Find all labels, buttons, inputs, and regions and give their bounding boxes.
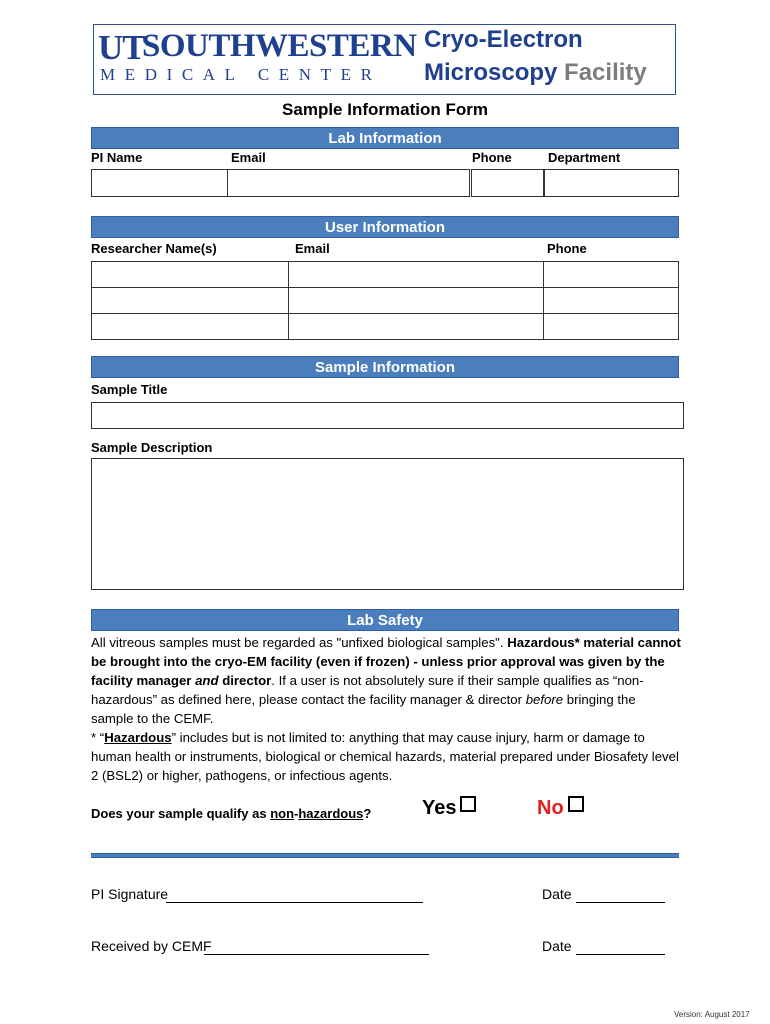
department-label: Department bbox=[548, 150, 621, 165]
lab-email-label: Email bbox=[231, 150, 266, 165]
received-by-label: Received by CEMF bbox=[91, 938, 212, 954]
question-text-b: non bbox=[270, 806, 295, 821]
date-field-2[interactable] bbox=[576, 954, 665, 955]
user-phone-label: Phone bbox=[547, 241, 587, 256]
lab-email-field[interactable] bbox=[227, 169, 470, 197]
hazard-def-c: ” includes but is not limited to: anything that may cause injury, harm or damage to human health or instruments, biological or chemical hazards, material prepared under Biosafety level 2 (BSL2) or higher, pathogens, or infectious agents. bbox=[91, 730, 679, 783]
lab-information-header: Lab Information bbox=[91, 127, 679, 149]
researcher-name-field-2[interactable] bbox=[91, 287, 289, 314]
user-email-label: Email bbox=[295, 241, 330, 256]
date-label-1: Date bbox=[542, 886, 572, 902]
safety-text-e: . If a user is not absolutely sure if their sample qualifies as “non-hazardous” as defined here, please contact the facility manager & director bbox=[91, 673, 644, 707]
logo-microscopy: Microscopy bbox=[424, 59, 558, 86]
pi-name-label: PI Name bbox=[91, 150, 143, 165]
user-phone-field-1[interactable] bbox=[543, 261, 679, 288]
no-label: No bbox=[537, 797, 564, 819]
department-field[interactable] bbox=[544, 169, 679, 197]
date-field-1[interactable] bbox=[576, 902, 665, 903]
logo-facility: Facility bbox=[564, 59, 647, 86]
received-by-field[interactable] bbox=[204, 954, 429, 955]
lab-phone-field[interactable] bbox=[471, 169, 544, 197]
lab-phone-label: Phone bbox=[472, 150, 512, 165]
logo-southwestern: SOUTHWESTERN bbox=[142, 28, 417, 64]
lab-safety-text bbox=[91, 633, 681, 785]
safety-text-a: All vitreous samples must be regarded as "unfixed biological samples". bbox=[91, 635, 508, 650]
non-hazardous-question bbox=[91, 806, 371, 821]
user-email-field-2[interactable] bbox=[288, 287, 544, 314]
question-text-d: hazardous bbox=[298, 806, 364, 821]
sample-information-header: Sample Information bbox=[91, 356, 679, 378]
logo-cryo-electron: Cryo-Electron bbox=[424, 26, 583, 53]
sample-title-field[interactable] bbox=[91, 402, 684, 429]
page-title: Sample Information Form bbox=[282, 100, 488, 119]
user-information-header: User Information bbox=[91, 216, 679, 238]
ut-southwestern-logo bbox=[93, 24, 676, 95]
user-phone-field-3[interactable] bbox=[543, 313, 679, 340]
question-text-c: - bbox=[294, 806, 299, 821]
safety-text-d: director bbox=[218, 673, 272, 688]
safety-text-f: before bbox=[525, 692, 564, 707]
no-option[interactable] bbox=[537, 796, 584, 820]
question-text-a: Does your sample qualify as bbox=[91, 806, 271, 821]
version-note: Version: August 2017 bbox=[674, 1010, 750, 1019]
user-email-field-3[interactable] bbox=[288, 313, 544, 340]
lab-safety-header: Lab Safety bbox=[91, 609, 679, 631]
hazard-def-a: * “ bbox=[91, 730, 105, 745]
researcher-name-field-3[interactable] bbox=[91, 313, 289, 340]
logo-ut-mark: UT bbox=[98, 28, 145, 67]
hazard-def-b: Hazardous bbox=[104, 730, 172, 745]
no-checkbox[interactable] bbox=[568, 796, 584, 812]
yes-option[interactable] bbox=[422, 796, 476, 820]
pi-signature-field[interactable] bbox=[166, 902, 423, 903]
safety-text-b: Hazardous* material cannot be brought into the cryo-EM facility (even if frozen) - unless prior approval was given by the facility manager bbox=[91, 635, 681, 688]
sample-title-label: Sample Title bbox=[91, 382, 168, 397]
sample-description-label: Sample Description bbox=[91, 440, 213, 455]
researcher-names-label: Researcher Name(s) bbox=[91, 241, 217, 256]
lab-safety-paragraph-1 bbox=[91, 633, 681, 728]
safety-text-g: bringing the sample to the CEMF. bbox=[91, 692, 636, 726]
researcher-name-field-1[interactable] bbox=[91, 261, 289, 288]
pi-name-field[interactable] bbox=[91, 169, 228, 197]
lab-safety-paragraph-2 bbox=[91, 728, 681, 785]
logo-microscopy-facility bbox=[424, 59, 647, 87]
date-label-2: Date bbox=[542, 938, 572, 954]
pi-signature-label: PI Signature bbox=[91, 886, 169, 902]
logo-medical-center: MEDICAL CENTER bbox=[100, 65, 382, 84]
safety-text-c: and bbox=[195, 673, 219, 688]
yes-checkbox[interactable] bbox=[460, 796, 476, 812]
yes-label: Yes bbox=[422, 797, 457, 819]
sample-description-field[interactable] bbox=[91, 458, 684, 590]
user-phone-field-2[interactable] bbox=[543, 287, 679, 314]
user-email-field-1[interactable] bbox=[288, 261, 544, 288]
question-text-e: ? bbox=[363, 806, 372, 821]
section-divider bbox=[91, 853, 679, 858]
